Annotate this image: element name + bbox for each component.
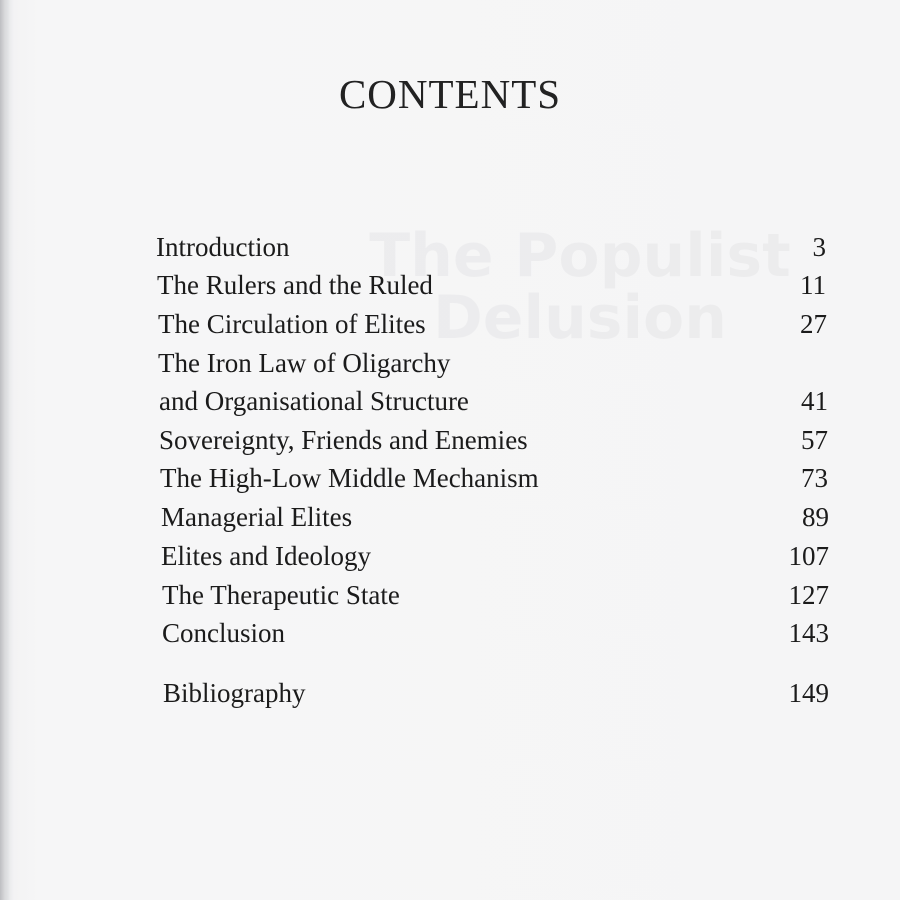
toc-entry-sovereignty xyxy=(159,422,828,458)
toc-entry-high-low-middle xyxy=(160,460,828,496)
toc-entry-title: and Organisational Structure xyxy=(159,386,469,416)
toc-entry-page: 73 xyxy=(801,463,828,493)
toc-entry-title: Introduction xyxy=(156,232,290,262)
toc-entry-iron-law-line-1 xyxy=(158,345,828,381)
toc-entry-title: Conclusion xyxy=(162,618,286,648)
toc-entry-rulers-and-ruled xyxy=(157,267,826,303)
toc-entry-page: 107 xyxy=(788,541,829,571)
toc-entry-page: 3 xyxy=(812,232,826,262)
toc-entry-circulation-of-elites xyxy=(158,306,827,342)
toc-entry-title: The Rulers and the Ruled xyxy=(157,270,433,300)
toc-entry-page: 89 xyxy=(802,502,829,532)
toc-entry-title: Elites and Ideology xyxy=(161,541,371,571)
toc-entry-title: The Iron Law of Oligarchy xyxy=(158,348,451,378)
toc-entry-managerial-elites xyxy=(161,499,829,535)
toc-entry-page: 143 xyxy=(788,618,829,648)
toc-entry-introduction xyxy=(156,229,826,265)
page-title: CONTENTS xyxy=(338,71,562,117)
toc-entry-page: 127 xyxy=(788,580,829,610)
toc-entry-conclusion xyxy=(162,615,829,651)
toc-entry-title: Bibliography xyxy=(163,678,306,708)
toc-entry-therapeutic-state xyxy=(162,577,829,613)
page-edge-shadow xyxy=(0,0,10,900)
toc-entry-title: The Therapeutic State xyxy=(162,580,400,610)
toc-entry-page: 41 xyxy=(801,386,828,416)
toc-entry-elites-and-ideology xyxy=(161,538,829,574)
toc-entry-page: 27 xyxy=(800,309,827,339)
toc-entry-title: Managerial Elites xyxy=(161,502,353,532)
toc-entry-page: 11 xyxy=(800,270,826,300)
toc-entry-title: The High-Low Middle Mechanism xyxy=(160,463,539,493)
toc-entry-title: The Circulation of Elites xyxy=(158,309,426,339)
toc-entry-bibliography xyxy=(163,675,829,711)
toc-entry-title: Sovereignty, Friends and Enemies xyxy=(159,425,528,455)
toc-entry-iron-law-line-2 xyxy=(159,383,828,419)
toc-entry-page: 57 xyxy=(801,425,828,455)
toc-entry-page: 149 xyxy=(788,678,829,708)
